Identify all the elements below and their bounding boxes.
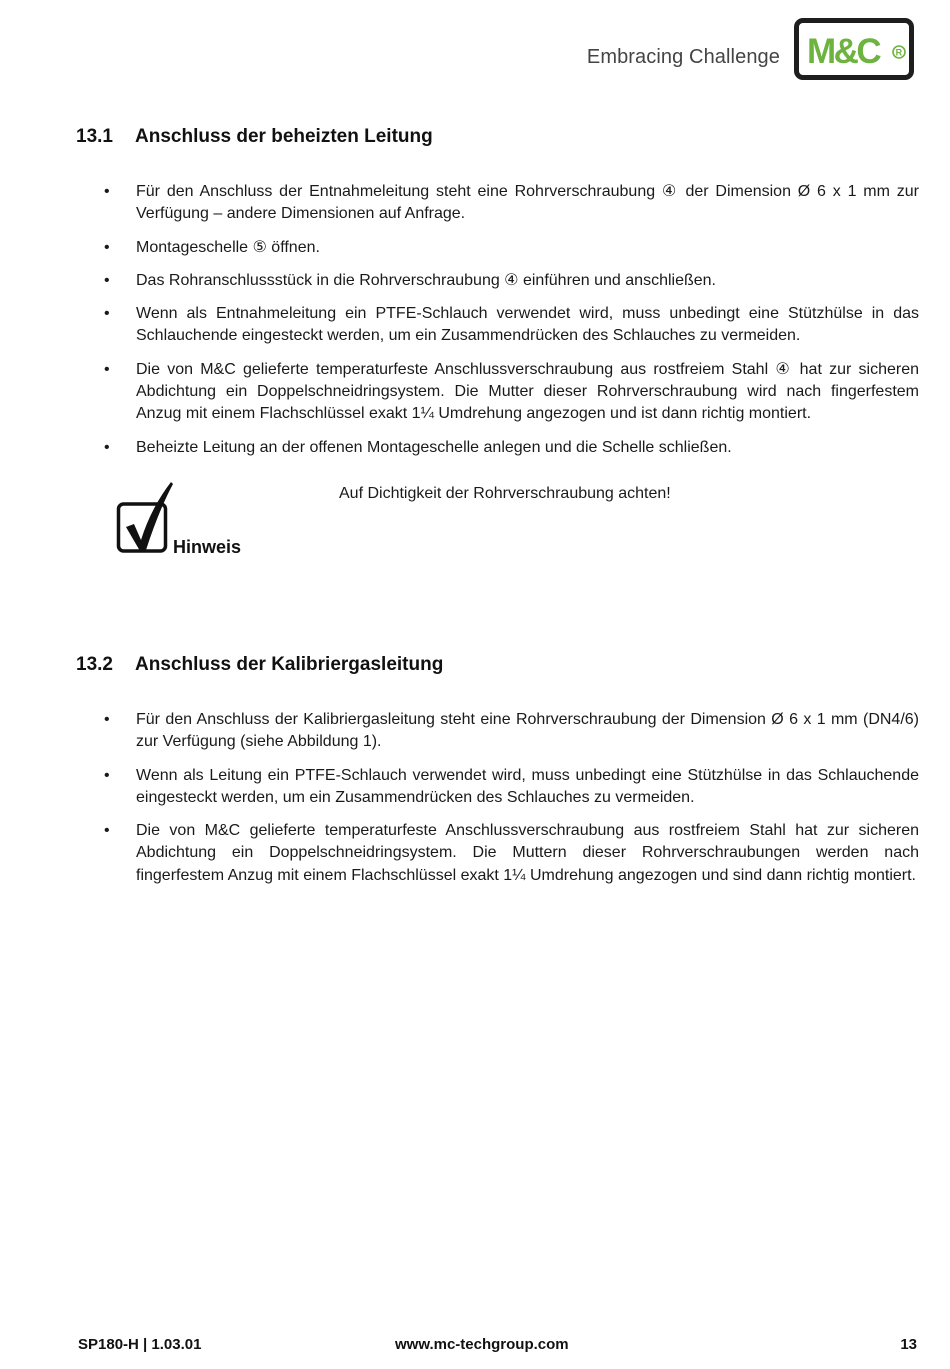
logo-text: M&C — [807, 32, 880, 71]
header-tagline: Embracing Challenge — [586, 46, 780, 68]
section-number: 13.2 — [76, 654, 113, 675]
list-item: • Wenn als Leitung ein PTFE-Schlauch verwendet wird, muss unbedingt eine Stützhülse in das Schlauchende eingesteckt werden, um ein Zusammendrücken des Schlauches zu vermeiden. — [104, 766, 919, 806]
footer-doc-id: SP180-H | 1.03.01 — [78, 1336, 202, 1353]
list-item: • Beheizte Leitung an der offenen Montageschelle anlegen und die Schelle schließen. — [104, 438, 732, 456]
svg-text:R: R — [895, 47, 903, 58]
section-title: Anschluss der Kalibriergasleitung — [135, 654, 444, 675]
list-item: • Montageschelle ⑤ öffnen. — [104, 238, 320, 256]
bullet-list-13-2 — [104, 709, 919, 898]
list-item: • Wenn als Entnahmeleitung ein PTFE-Schlauch verwendet wird, muss unbedingt eine Stützhülse in das Schlauchende eingesteckt werden, um ein Zusammendrücken des Schlauches zu vermeiden. — [104, 305, 919, 345]
list-item: • Die von M&C gelieferte temperaturfeste Anschlussverschraubung aus rostfreiem Stahl hat zur sicheren Abdichtung ein Doppelschneidringsystem. Die Muttern dieser Rohrverschraubungen werden nach fingerfestem Anzug mit einem Flachschlüssel exakt 1¼ Umdrehung angezogen und sind dann richtig montiert. — [104, 822, 919, 884]
note-text: Auf Dichtigkeit der Rohrverschraubung achten! — [339, 485, 671, 502]
footer-page-number: 13 — [900, 1336, 917, 1353]
list-item: • Das Rohranschlussstück in die Rohrverschraubung ④ einführen und anschließen. — [104, 271, 716, 289]
section-title: Anschluss der beheizten Leitung — [135, 126, 433, 147]
footer-website-link[interactable]: www.mc-techgroup.com — [395, 1336, 569, 1353]
section-number: 13.1 — [76, 126, 113, 147]
checkbox-checkmark-icon — [116, 480, 176, 556]
list-item: • Für den Anschluss der Kalibriergasleitung steht eine Rohrverschraubung der Dimension Ø 6 x 1 mm (DN4/6) zur Verfügung (siehe Abbildung 1). — [104, 711, 919, 751]
list-item: • Für den Anschluss der Entnahmeleitung steht eine Rohrverschraubung ④ der Dimension Ø 6 x 1 mm zur Verfügung – andere Dimensionen auf Anfrage. — [104, 183, 919, 223]
list-item: • Die von M&C gelieferte temperaturfeste Anschlussverschraubung aus rostfreiem Stahl ④ hat zur sicheren Abdichtung ein Doppelschneidringsystem. Die Mutter dieser Rohrverschraubung wird nach fingerfestem Anzug mit einem Flachschlüssel exakt 1¼ Umdrehung angezogen und ist dann richtig montiert. — [104, 360, 919, 423]
company-logo — [794, 18, 914, 80]
bullet-list-13-1 — [104, 181, 919, 470]
note-label: Hinweis — [173, 537, 242, 557]
